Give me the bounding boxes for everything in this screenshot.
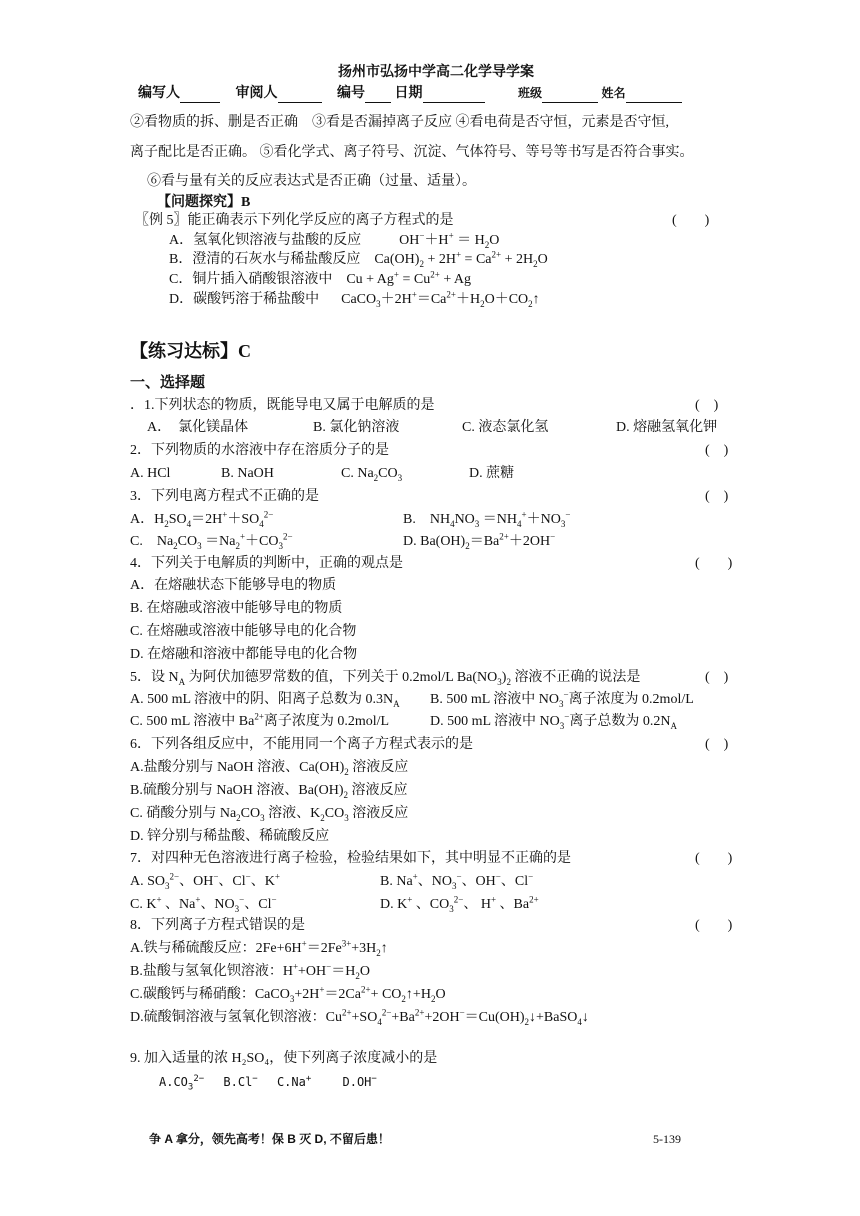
q3-option-d: D. $Ba(OH)_2=Ba^{2+}+2OH^-$ bbox=[403, 531, 556, 551]
name-blank bbox=[626, 88, 682, 103]
q8-bracket: ( ) bbox=[695, 918, 733, 933]
q3-option-c: C. $Na_2CO_3 =Na_2^++CO_3^{2-}$ bbox=[130, 531, 293, 551]
q6-option-b: B.硫酸分别与 NaOH 溶液、$Ba(OH)_2$ 溶液反应 bbox=[130, 783, 408, 800]
q6-option-a: A.盐酸分别与 NaOH 溶液、$Ca(OH)_2$ 溶液反应 bbox=[130, 760, 409, 777]
q5-option-c: C. 500 mL 溶液中 $Ba^{2+}$离子浓度为 0.2mol/L bbox=[130, 711, 390, 729]
date-label: 日期 bbox=[394, 86, 423, 101]
example-5-bracket: ( ) bbox=[672, 213, 710, 228]
q2-option-c: C. $Na_2CO_3$ bbox=[341, 466, 403, 483]
name-label: 姓名 bbox=[601, 86, 626, 100]
q6-option-c: C. 硝酸分别与 $Na_2CO_3$ 溶液、$K_2CO_3$ 溶液反应 bbox=[130, 806, 409, 823]
q4-stem: 4．下列关于电解质的判断中，正确的观点是 bbox=[130, 556, 403, 571]
reviewer-blank bbox=[278, 88, 322, 103]
q5-option-b: B. 500 mL 溶液中 $NO_3^-$离子浓度为 0.2mol/L bbox=[430, 689, 694, 709]
q1-option-c: C. 液态氯化氢 bbox=[462, 420, 549, 435]
writer-blank bbox=[180, 88, 220, 103]
q4-option-b: B. 在熔融或溶液中能够导电的物质 bbox=[130, 601, 343, 616]
q7-bracket: ( ) bbox=[695, 851, 733, 866]
q8-option-c: C.碳酸钙与稀硝酸：$CaCO_3+2H^+=2Ca^{2+}+$ $CO_2↑+H_2O$ bbox=[130, 984, 446, 1004]
q7-stem: 7．对四种无色溶液进行离子检验，检验结果如下，其中明显不正确的是 bbox=[130, 851, 571, 866]
q6-bracket: ( ) bbox=[705, 737, 729, 752]
q1-option-d: D. 熔融氢氧化钾 bbox=[616, 420, 718, 435]
q2-option-a: A. HCl bbox=[130, 466, 171, 481]
number-label: 编号 bbox=[337, 86, 365, 101]
date-blank bbox=[423, 88, 485, 103]
q7-option-c: C. K+ 、Na+、$NO_3^-$、Cl− bbox=[130, 894, 277, 914]
q2-option-b: B. NaOH bbox=[221, 466, 274, 481]
q8-stem: 8．下列离子方程式错误的是 bbox=[130, 918, 305, 933]
q2-stem: 2．下列物质的水溶液中存在溶质分子的是 bbox=[130, 443, 389, 458]
q4-option-a: A．在熔融状态下能够导电的物质 bbox=[130, 578, 337, 593]
q2-option-d: D. 蔗糖 bbox=[469, 466, 515, 481]
intro-line-3: ⑥看与量有关的反应表达式是否正确（过量、适量）。 bbox=[147, 174, 476, 189]
q7-option-d: D. K+ 、$CO_3^{2-}$、 H+ 、$Ba^{2+}$ bbox=[380, 894, 539, 914]
q1-option-b: B. 氯化钠溶液 bbox=[313, 420, 400, 435]
intro-line-2: 离子配比是否正确。 ⑤看化学式、离子符号、沉淀、气体符号、等号等书写是否符合事实。 bbox=[130, 145, 694, 160]
q6-option-d: D. 锌分别与稀盐酸、稀硫酸反应 bbox=[130, 829, 330, 844]
example-5-option-b: B．澄清的石灰水与稀盐酸反应 $Ca(OH)_2 + 2H^+ = Ca^{2+} + 2H_2O$ bbox=[169, 249, 548, 269]
intro-line-1: ②看物质的拆、删是否正确 ③看是否漏掉离子反应 ④看电荷是否守恒，元素是否守恒, bbox=[130, 115, 669, 130]
practice-heading: 【练习达标】C bbox=[130, 341, 251, 361]
q6-stem: 6．下列各组反应中，不能用同一个离子方程式表示的是 bbox=[130, 737, 473, 752]
q5-option-d: D. 500 mL 溶液中 $NO_3^-$离子总数为 $0.2N_A$ bbox=[430, 711, 677, 731]
q5-option-a: A. 500 mL 溶液中的阴、阳离子总数为 $0.3N_A$ bbox=[130, 692, 400, 709]
q5-stem: 5．设 $N_A$ 为阿伏加德罗常数的值，下列关于 0.2mol/L $Ba(NO_3)_2$ 溶液不正确的说法是 bbox=[130, 670, 641, 687]
q8-option-d: D.硫酸铜溶液与氢氧化钡溶液：$Cu^{2+}+SO_4^{2-}+Ba^{2+}+2OH^-=Cu(OH)_2↓+BaSO_4↓$ bbox=[130, 1007, 589, 1027]
q9-stem: 9. 加入适量的浓 H₂SO₄，使下列离子浓度减小的是 bbox=[130, 1051, 438, 1066]
number-blank bbox=[365, 88, 391, 103]
header-fields bbox=[138, 84, 694, 103]
q5-bracket: ( ) bbox=[705, 670, 729, 685]
q1-stem: ．1.下列状态的物质，既能导电又属于电解质的是 bbox=[130, 398, 435, 413]
page-number: 5-139 bbox=[653, 1132, 681, 1146]
example-5-stem: 〖例 5〗能正确表示下列化学反应的离子方程式的是 bbox=[135, 213, 454, 228]
q7-option-b: B. Na+、$NO_3^-$、OH−、Cl− bbox=[380, 871, 534, 891]
q3-option-a: A．$H_2SO_4=2H^++SO_4^{2-}$ bbox=[130, 509, 274, 529]
q9-options: $A.CO_3^{2-}$ B.Cl− C.Na+ D.OH− bbox=[159, 1074, 377, 1093]
q8-option-a: A.铁与稀硫酸反应：$2Fe+6H^+=2Fe^{3+}+3H_2↑$ bbox=[130, 938, 388, 958]
q1-bracket: ( ) bbox=[695, 398, 719, 413]
class-blank bbox=[542, 88, 598, 103]
problem-heading: 【问题探究】B bbox=[157, 195, 251, 210]
section-choice: 一、选择题 bbox=[130, 375, 206, 391]
writer-label: 编写人 bbox=[138, 86, 180, 101]
example-5-option-c: C．铜片插入硝酸银溶液中 $Cu + Ag^+ = Cu^{2+} + Ag$ bbox=[169, 269, 472, 287]
page-title: 扬州市弘扬中学高二化学导学案 bbox=[338, 65, 534, 80]
q4-option-c: C. 在熔融或溶液中能够导电的化合物 bbox=[130, 624, 357, 639]
example-5-option-d: D．碳酸钙溶于稀盐酸中 $CaCO_3+2H^+=Ca^{2+}+H_2O+CO_2↑$ bbox=[169, 289, 540, 309]
q3-stem: 3．下列电离方程式不正确的是 bbox=[130, 489, 319, 504]
q8-option-b: B.盐酸与氢氧化钡溶液：$H^++OH^-=H_2O$ bbox=[130, 961, 370, 981]
q3-option-b: B. $NH_4NO_3 =NH_4^++NO_3^-$ bbox=[403, 509, 571, 529]
q4-option-d: D. 在熔融和溶液中都能导电的化合物 bbox=[130, 647, 358, 662]
q1-option-a: A． 氯化镁晶体 bbox=[147, 420, 249, 435]
example-5-option-a: A．氢氧化钡溶液与盐酸的反应 $OH^-+H^+ = H_2O$ bbox=[169, 230, 500, 250]
class-label: 班级 bbox=[518, 86, 543, 100]
q4-bracket: ( ) bbox=[695, 556, 733, 571]
q7-option-a: A. $SO_3^{2-}$、OH−、Cl−、K+ bbox=[130, 871, 280, 891]
footer-slogan: 争 A 拿分，领先高考！保 B 灭 D, 不留后患！ bbox=[149, 1132, 390, 1146]
reviewer-label: 审阅人 bbox=[235, 86, 278, 101]
q2-bracket: ( ) bbox=[705, 443, 729, 458]
q3-bracket: ( ) bbox=[705, 489, 729, 504]
